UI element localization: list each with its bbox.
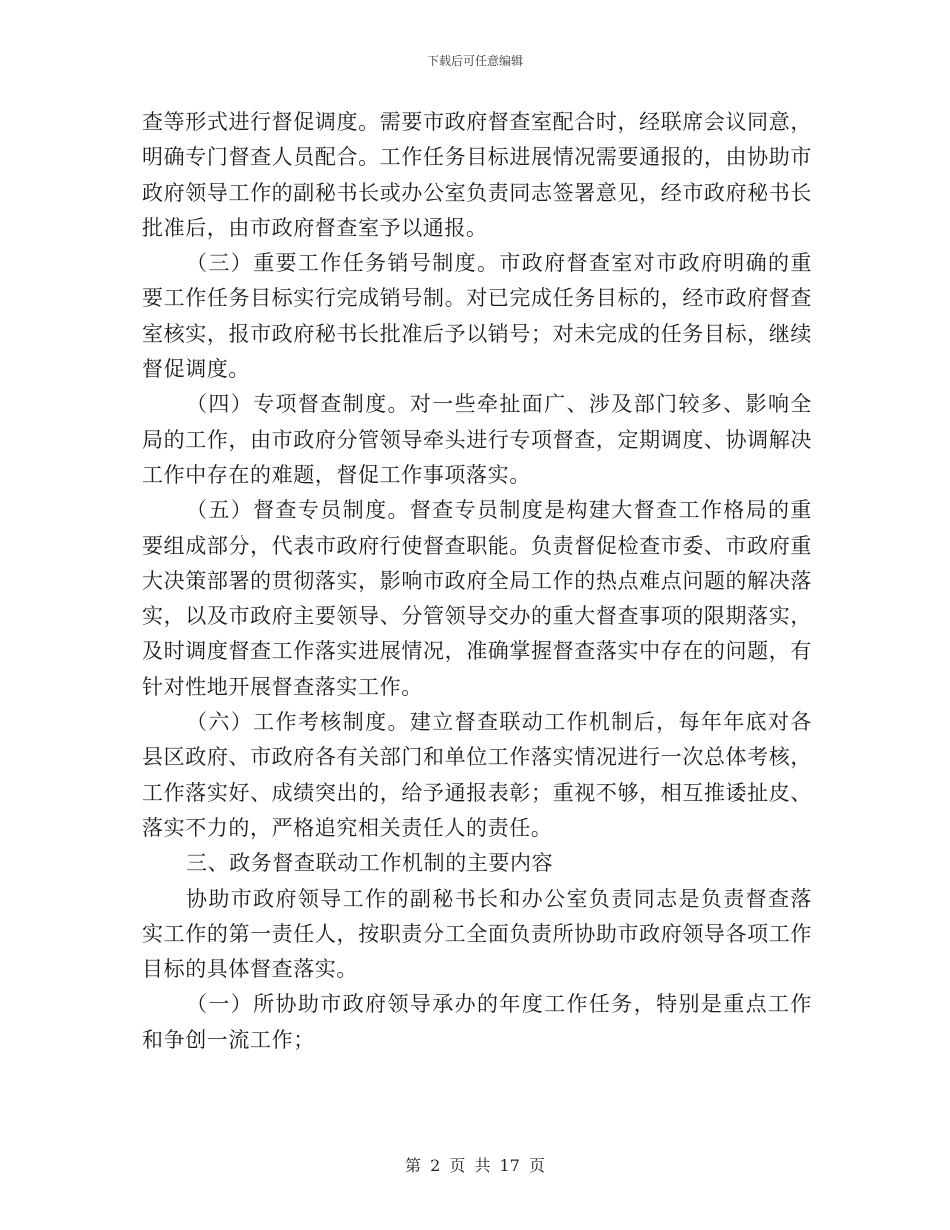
paragraph-4: （五）督查专员制度。督查专员制度是构建大督查工作格局的重要组成部分，代表市政府行使督查职能。负责督促检查市委、市政府重大决策部署的贯彻落实，影响市政府全局工作的热点难点问题的解决落实，以及市政府主要领导、分管领导交办的重大督查事项的限期落实，及时调度督查工作落实进展情况，准确掌握督查落实中存在的问题，有针对性地开展督查落实工作。 <box>142 498 812 699</box>
paragraph-2: （三）重要工作任务销号制度。市政府督查室对市政府明确的重要工作任务目标实行完成销号制。对已完成任务目标的，经市政府督查室核实，报市政府秘书长批准后予以销号；对未完成的任务目标，继续督促调度。 <box>142 251 812 382</box>
paragraph-1: 查等形式进行督促调度。需要市政府督查室配合时，经联席会议同意，明确专门督查人员配合。工作任务目标进展情况需要通报的，由协助市政府领导工作的副秘书长或办公室负责同志签署意见，经市政府秘书长批准后，由市政府督查室予以通报。 <box>142 110 812 240</box>
paragraph-7: 协助市政府领导工作的副秘书长和办公室负责同志是负责督查落实工作的第一责任人，按职责分工全面负责所协助市政府领导各项工作目标的具体督查落实。 <box>142 886 812 982</box>
paragraph-5: （六）工作考核制度。建立督查联动工作机制后，每年年底对各县区政府、市政府各有关部门和单位工作落实情况进行一次总体考核，工作落实好、成绩突出的，给予通报表彰；重视不够，相互推诿扯皮、落实不力的，严格追究相关责任人的责任。 <box>142 710 812 840</box>
paragraph-3: （四）专项督查制度。对一些牵扯面广、涉及部门较多、影响全局的工作，由市政府分管领导牵头进行专项督查，定期调度、协调解决工作中存在的难题，督促工作事项落实。 <box>142 392 812 487</box>
page-header: 下载后可任意编辑 <box>426 54 523 68</box>
paragraph-8: （一）所协助市政府领导承办的年度工作任务，特别是重点工作和争创一流工作； <box>142 992 812 1052</box>
document-body <box>142 105 812 1058</box>
section-heading: 三、政务督查联动工作机制的主要内容 <box>186 851 554 876</box>
page-number: 第 2 页 共 17 页 <box>405 1156 545 1175</box>
